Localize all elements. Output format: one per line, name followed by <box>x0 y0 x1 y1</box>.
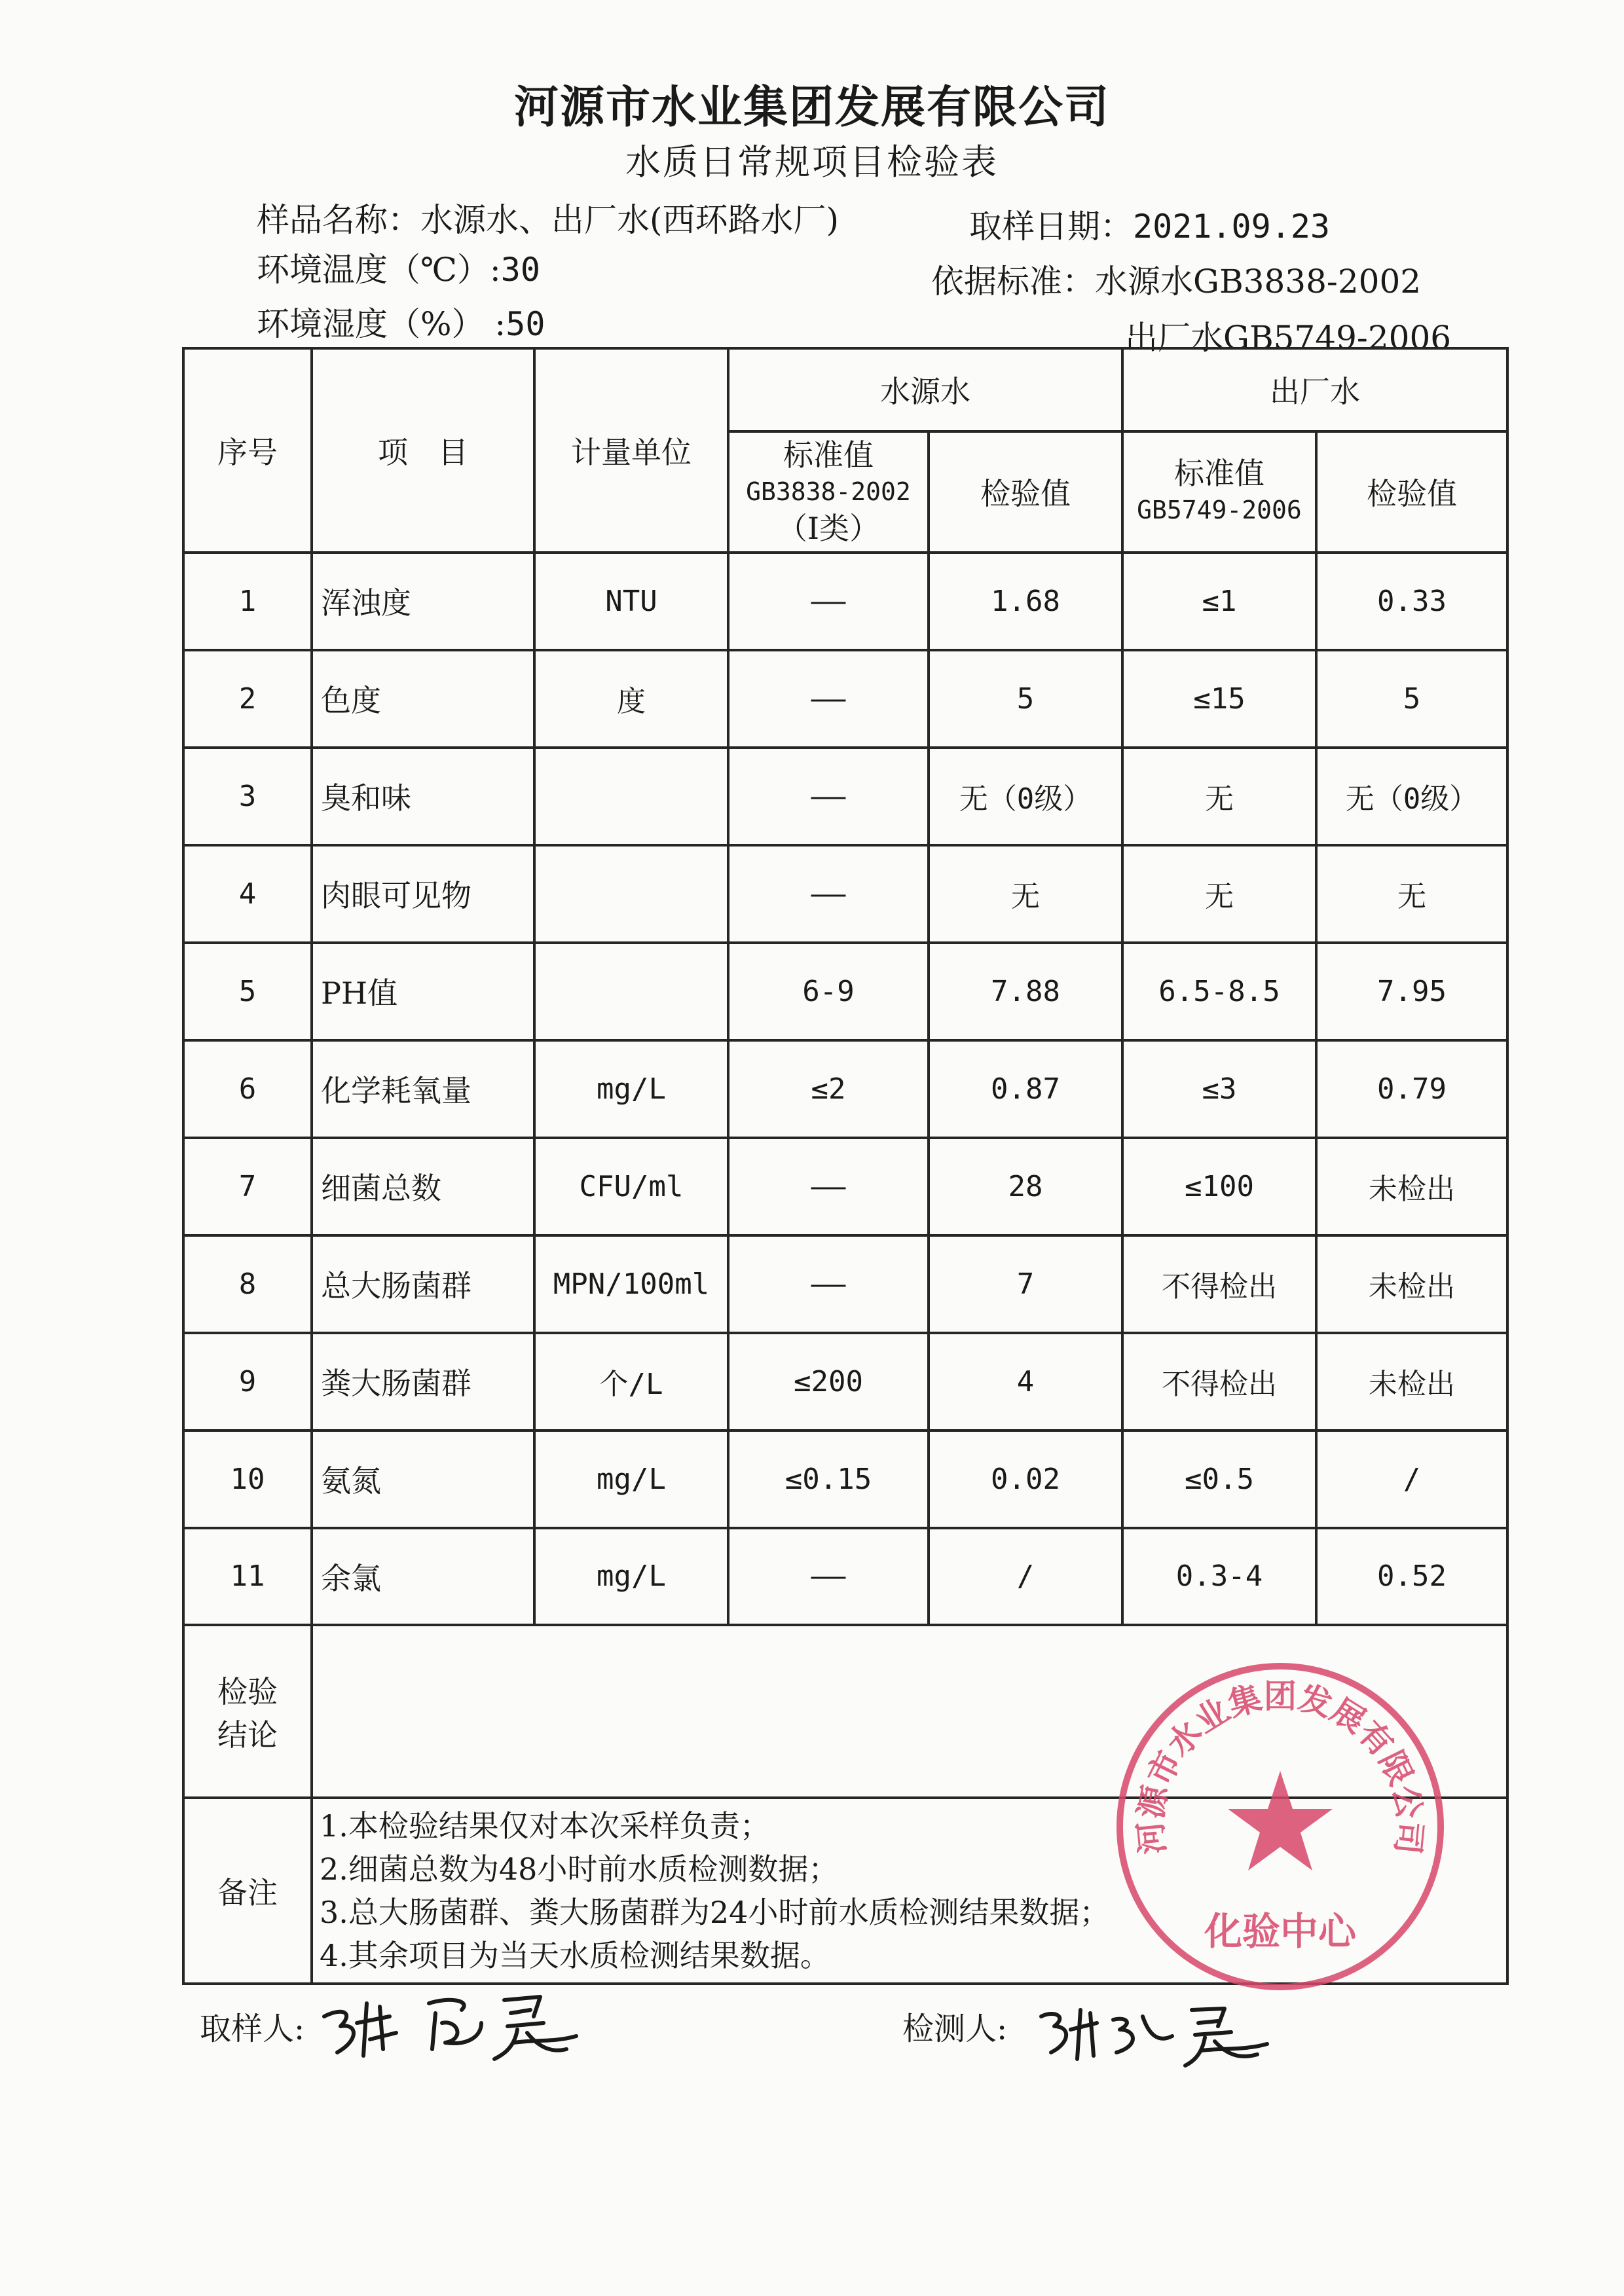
row-unit: 个/L <box>534 1333 728 1430</box>
row-no: 8 <box>183 1235 312 1333</box>
row-source-value: 5 <box>929 650 1122 748</box>
row-source-standard: ≤2 <box>728 1040 929 1138</box>
row-item: 细菌总数 <box>312 1138 534 1235</box>
row-item: 余氯 <box>312 1528 534 1626</box>
header-source-water: 水源水 <box>728 348 1122 431</box>
table-body <box>183 553 1507 1625</box>
row-output-standard: 不得检出 <box>1122 1235 1316 1333</box>
date-line <box>969 200 1330 247</box>
header-no: 序号 <box>183 348 312 553</box>
row-no: 2 <box>183 650 312 748</box>
row-item: 肉眼可见物 <box>312 845 534 943</box>
row-source-value: 0.87 <box>929 1040 1122 1138</box>
standard-source: 水源水GB3838-2002 <box>1095 263 1422 301</box>
row-source-value: / <box>929 1528 1122 1626</box>
note-line: 4.其余项目为当天水质检测结果数据。 <box>320 1938 830 1974</box>
row-output-value: 未检出 <box>1316 1138 1507 1235</box>
header-item: 项 目 <box>312 348 534 553</box>
row-source-standard: —— <box>728 1235 929 1333</box>
row-output-standard: 6.5-8.5 <box>1122 943 1316 1040</box>
row-unit: MPN/100ml <box>534 1235 728 1333</box>
sample-line <box>257 194 839 241</box>
row-source-value: 7 <box>929 1235 1122 1333</box>
row-source-value: 28 <box>929 1138 1122 1235</box>
header-output-water: 出厂水 <box>1122 348 1507 431</box>
row-unit: mg/L <box>534 1528 728 1626</box>
row-no: 11 <box>183 1528 312 1626</box>
row-item: PH值 <box>312 943 534 1040</box>
row-source-standard: —— <box>728 650 929 748</box>
row-no: 6 <box>183 1040 312 1138</box>
row-output-value: 无 <box>1316 845 1507 943</box>
row-unit <box>534 748 728 845</box>
row-source-standard: —— <box>728 845 929 943</box>
row-item: 氨氮 <box>312 1430 534 1528</box>
row-output-value: 0.33 <box>1316 553 1507 650</box>
row-output-value: 0.79 <box>1316 1040 1507 1138</box>
row-output-value: 5 <box>1316 650 1507 748</box>
form-title: 水质日常规项目检验表 <box>625 141 999 183</box>
header-source-standard <box>728 431 929 553</box>
row-output-value: 7.95 <box>1316 943 1507 1040</box>
row-source-standard: —— <box>728 553 929 650</box>
table-row <box>183 1138 1507 1235</box>
table-row <box>183 1235 1507 1333</box>
row-output-value: / <box>1316 1430 1507 1528</box>
seal-star-icon <box>1228 1771 1333 1870</box>
table-row <box>183 1333 1507 1430</box>
row-no: 1 <box>183 553 312 650</box>
row-output-standard: ≤15 <box>1122 650 1316 748</box>
standard-output: 出厂水GB5749-2006 <box>1125 319 1452 357</box>
table-row <box>183 748 1507 845</box>
tester-signature <box>1035 1990 1277 2082</box>
header-source-value: 检验值 <box>929 431 1122 553</box>
temp-line <box>257 244 540 291</box>
date-value: 2021.09.23 <box>1133 208 1331 246</box>
row-output-standard: ≤0.5 <box>1122 1430 1316 1528</box>
row-output-standard: ≤1 <box>1122 553 1316 650</box>
row-item: 臭和味 <box>312 748 534 845</box>
row-source-standard: —— <box>728 1528 929 1626</box>
header-output-std-1: 标准值 <box>1174 456 1264 492</box>
row-unit: mg/L <box>534 1040 728 1138</box>
row-unit: 度 <box>534 650 728 748</box>
note-line: 1.本检验结果仅对本次采样负责； <box>320 1808 770 1844</box>
company-name: 河源市水业集团发展有限公司 <box>513 81 1110 134</box>
row-source-standard: ≤200 <box>728 1333 929 1430</box>
row-source-value: 7.88 <box>929 943 1122 1040</box>
header-output-standard <box>1122 431 1316 553</box>
row-output-value: 未检出 <box>1316 1235 1507 1333</box>
seal-dept-text: 化验中心 <box>1204 1909 1357 1954</box>
header-output-std-2: GB5749-2006 <box>1137 496 1302 525</box>
table-row <box>183 1430 1507 1528</box>
header-unit: 计量单位 <box>534 348 728 553</box>
row-no: 5 <box>183 943 312 1040</box>
table-row <box>183 1040 1507 1138</box>
seal-org-text: 河源市水业集团发展有限公司 <box>1130 1677 1430 1857</box>
row-unit: mg/L <box>534 1430 728 1528</box>
tester-label: 检测人: <box>902 2011 1008 2047</box>
header-output-value: 检验值 <box>1316 431 1507 553</box>
row-output-value: 0.52 <box>1316 1528 1507 1626</box>
row-item: 色度 <box>312 650 534 748</box>
humidity-label: 环境湿度（%） : <box>257 305 506 343</box>
table-row <box>183 1528 1507 1626</box>
table-row <box>183 943 1507 1040</box>
row-output-standard: 不得检出 <box>1122 1333 1316 1430</box>
date-label: 取样日期： <box>969 208 1133 246</box>
row-output-standard: 无 <box>1122 845 1316 943</box>
row-unit <box>534 845 728 943</box>
row-item: 化学耗氧量 <box>312 1040 534 1138</box>
row-source-value: 1.68 <box>929 553 1122 650</box>
row-output-value: 无（0级） <box>1316 748 1507 845</box>
row-source-standard: —— <box>728 1138 929 1235</box>
temp-value: 30 <box>500 251 540 289</box>
sampler-label: 取样人: <box>200 2011 305 2047</box>
table-row <box>183 845 1507 943</box>
header-source-std-2: GB3838-2002 <box>746 477 911 507</box>
row-no: 10 <box>183 1430 312 1528</box>
row-source-standard: 6-9 <box>728 943 929 1040</box>
header-source-std-3: （Ⅰ类） <box>777 511 880 547</box>
row-unit: CFU/ml <box>534 1138 728 1235</box>
row-item: 浑浊度 <box>312 553 534 650</box>
standard-label: 依据标准： <box>931 263 1095 301</box>
row-no: 3 <box>183 748 312 845</box>
row-source-standard: ≤0.15 <box>728 1430 929 1528</box>
row-source-standard: —— <box>728 748 929 845</box>
row-output-standard: 0.3-4 <box>1122 1528 1316 1626</box>
row-output-value: 未检出 <box>1316 1333 1507 1430</box>
row-source-value: 4 <box>929 1333 1122 1430</box>
table-row <box>183 650 1507 748</box>
row-item: 粪大肠菌群 <box>312 1333 534 1430</box>
row-no: 7 <box>183 1138 312 1235</box>
note-line: 3.总大肠菌群、粪大肠菌群为24小时前水质检测结果数据； <box>320 1895 1110 1931</box>
row-source-value: 无 <box>929 845 1122 943</box>
conclusion-label-1: 检验 <box>217 1674 278 1710</box>
row-no: 4 <box>183 845 312 943</box>
row-no: 9 <box>183 1333 312 1430</box>
official-seal <box>1103 1650 1457 2003</box>
row-source-value: 0.02 <box>929 1430 1122 1528</box>
notes-label: 备注 <box>183 1798 312 1984</box>
row-item: 总大肠菌群 <box>312 1235 534 1333</box>
row-unit <box>534 943 728 1040</box>
sample-value: 水源水、出厂水(西环路水厂) <box>420 201 840 239</box>
humidity-line <box>257 298 545 345</box>
row-output-standard: ≤100 <box>1122 1138 1316 1235</box>
sample-label: 样品名称： <box>257 201 420 239</box>
conclusion-label-2: 结论 <box>217 1717 278 1753</box>
conclusion-label <box>183 1625 312 1798</box>
row-source-value: 无（0级） <box>929 748 1122 845</box>
row-unit: NTU <box>534 553 728 650</box>
note-line: 2.细菌总数为48小时前水质检测数据； <box>320 1851 839 1887</box>
standard-line <box>931 255 1421 302</box>
table-row <box>183 553 1507 650</box>
row-output-standard: ≤3 <box>1122 1040 1316 1138</box>
header-source-std-1: 标准值 <box>783 437 874 473</box>
temp-label: 环境温度（℃）: <box>257 251 501 289</box>
sampler-signature <box>318 1977 593 2075</box>
humidity-value: 50 <box>506 305 545 343</box>
row-output-standard: 无 <box>1122 748 1316 845</box>
